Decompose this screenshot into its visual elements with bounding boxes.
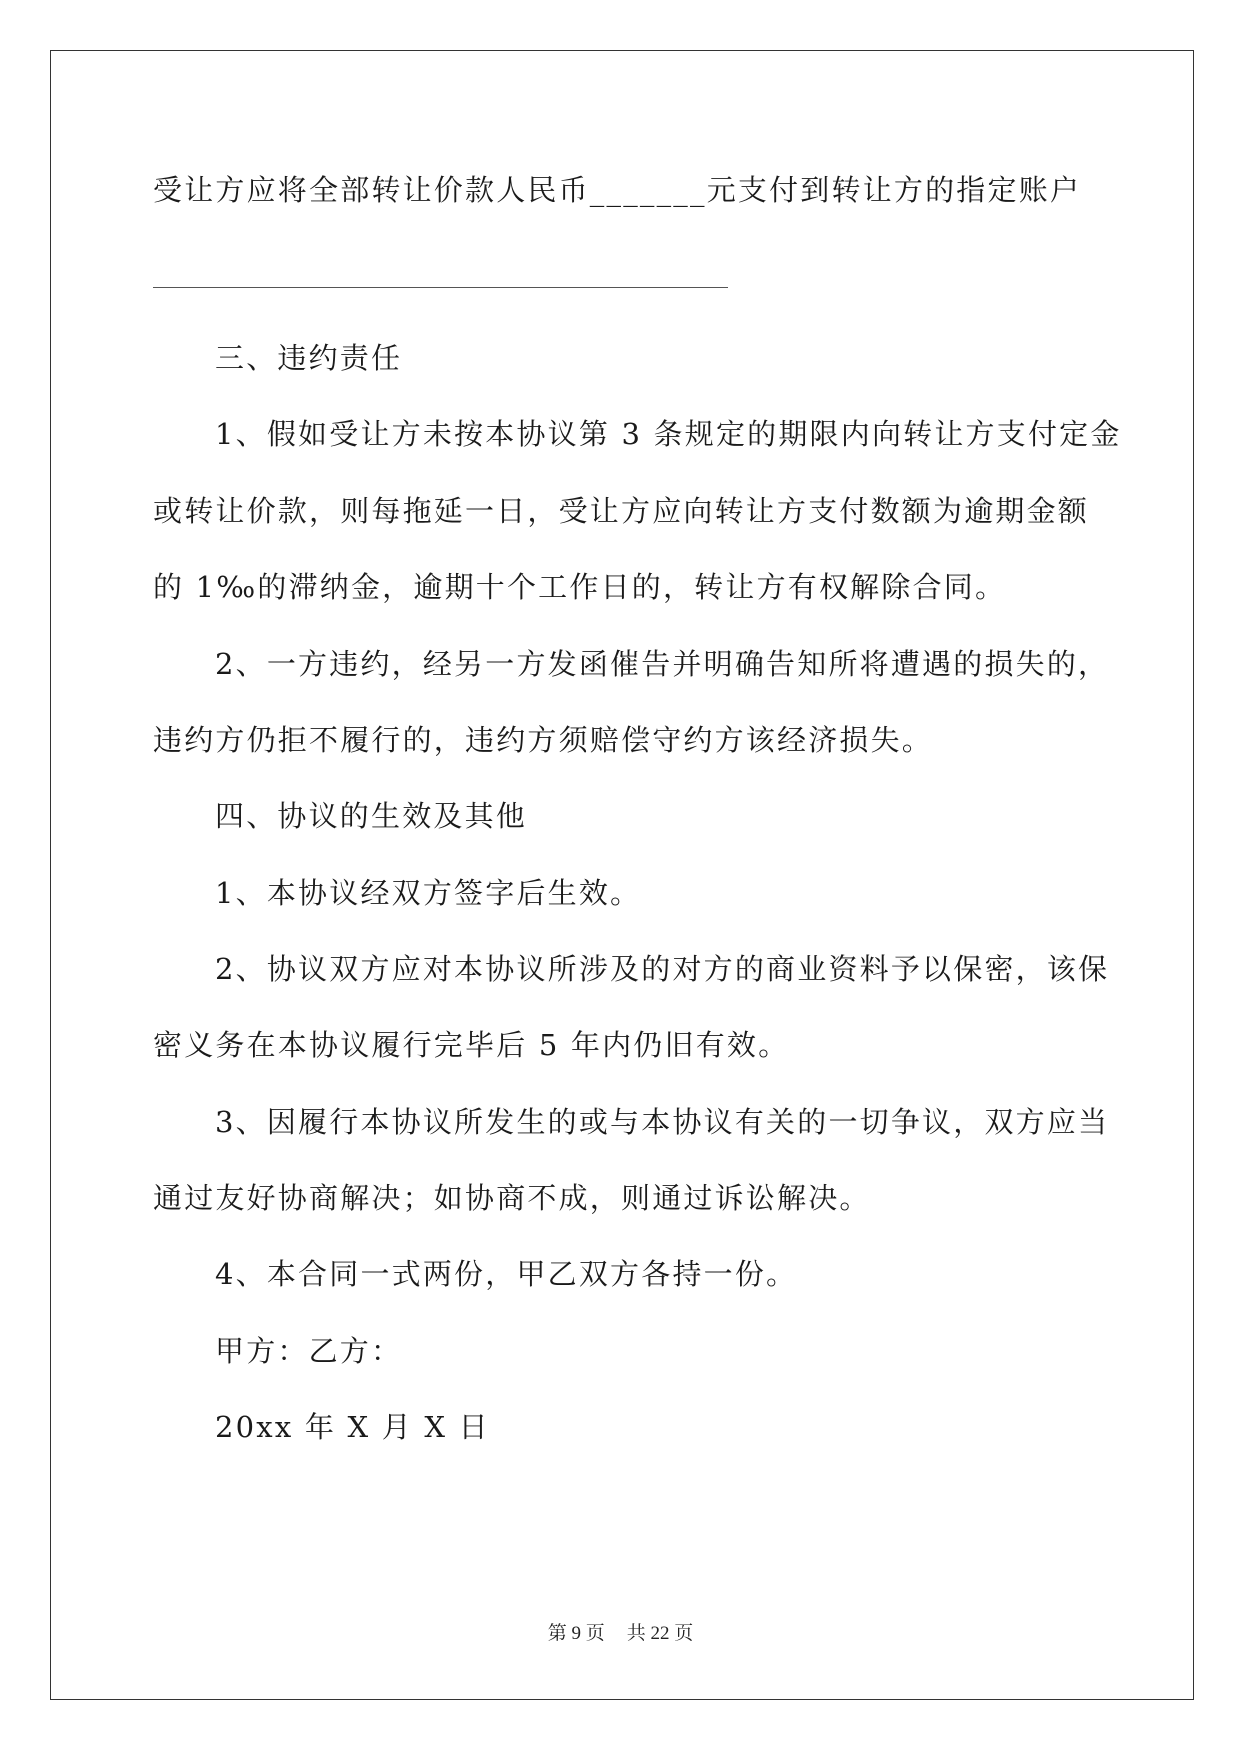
signature-date: 20xx 年 X 月 X 日 <box>215 1410 490 1444</box>
text-line: 密义务在本协议履行完毕后 5 年内仍旧有效。 <box>153 1028 790 1062</box>
text-line: 或转让价款，则每拖延一日，受让方应向转让方支付数额为逾期金额 <box>153 494 1090 528</box>
text-line: 3、因履行本协议所发生的或与本协议有关的一切争议，双方应当 <box>215 1105 1110 1139</box>
section-heading-effect: 四、协议的生效及其他 <box>215 799 528 833</box>
text-line: 1、假如受让方未按本协议第 3 条规定的期限内向转让方支付定金 <box>215 417 1122 451</box>
text-line: 违约方仍拒不履行的，违约方须赔偿守约方该经济损失。 <box>153 723 934 757</box>
text-line: 的 1‰的滞纳金，逾期十个工作日的，转让方有权解除合同。 <box>153 570 1007 604</box>
account-blank-line <box>153 287 728 288</box>
text-line: 受让方应将全部转让价款人民币_______元支付到转让方的指定账户 <box>153 173 1082 207</box>
text-line: 4、本合同一式两份，甲乙双方各持一份。 <box>215 1257 798 1291</box>
page-number-total: 共 22 页 <box>626 1623 694 1644</box>
text-line: 2、协议双方应对本协议所涉及的对方的商业资料予以保密，该保 <box>215 952 1110 986</box>
text-line: 通过友好协商解决；如协商不成，则通过诉讼解决。 <box>153 1181 871 1215</box>
section-heading-breach: 三、违约责任 <box>215 341 403 375</box>
page-number-current: 第 9 页 <box>547 1623 605 1644</box>
page-footer <box>0 1622 1241 1646</box>
signature-parties: 甲方：乙方： <box>215 1334 403 1368</box>
text-line: 2、一方违约，经另一方发函催告并明确告知所将遭遇的损失的， <box>215 647 1110 681</box>
text-line: 1、本协议经双方签字后生效。 <box>215 876 642 910</box>
